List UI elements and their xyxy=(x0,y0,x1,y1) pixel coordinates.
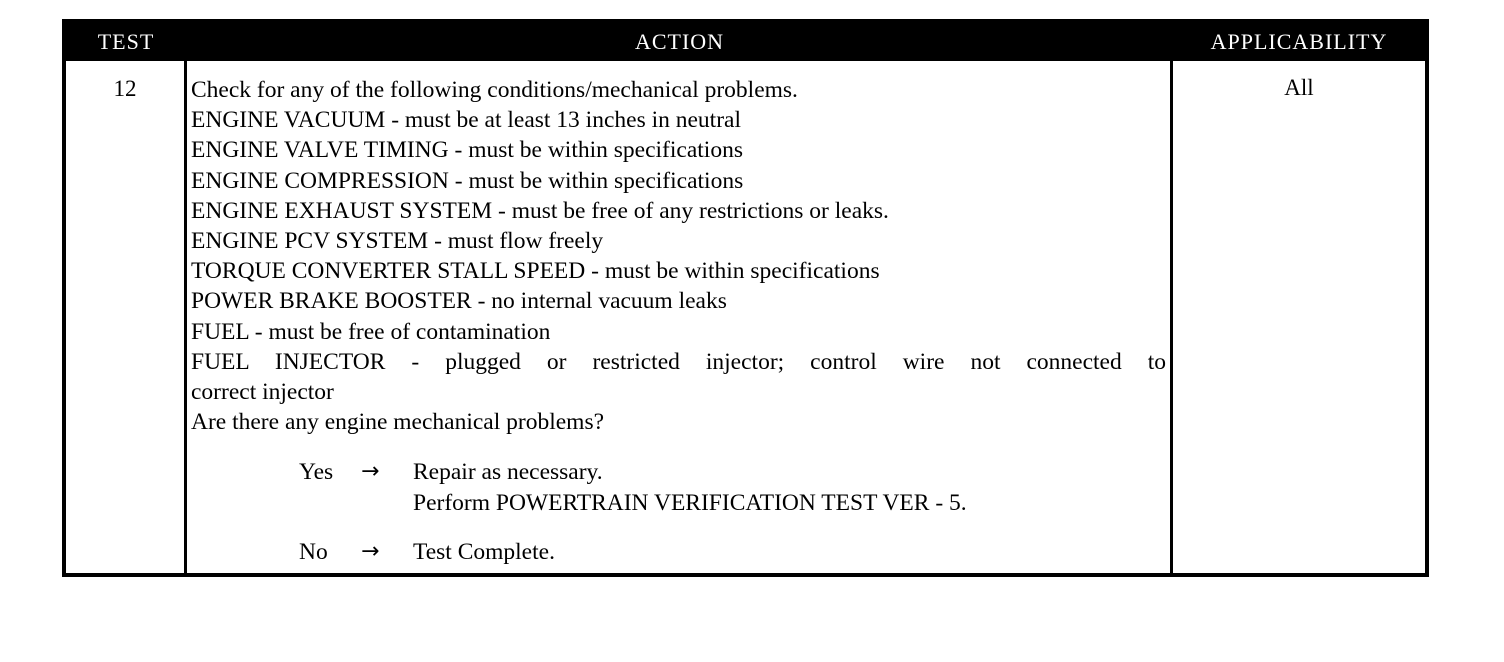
column-divider xyxy=(1170,61,1173,573)
action-line: ENGINE COMPRESSION - must be within specifications xyxy=(191,167,744,194)
action-line: FUEL - must be free of contamination xyxy=(191,318,551,345)
result-label-no: No xyxy=(299,539,328,566)
action-line: Check for any of the following conditions/mechanical problems. xyxy=(191,77,798,103)
result-line: Perform POWERTRAIN VERIFICATION TEST VER - 5. xyxy=(413,489,967,516)
column-divider xyxy=(184,61,187,573)
result-line: Repair as necessary. xyxy=(413,459,603,486)
action-line: ENGINE VALVE TIMING - must be within specifications xyxy=(191,137,743,164)
table-header-row xyxy=(66,23,1425,61)
action-line: ENGINE PCV SYSTEM - must flow freely xyxy=(191,228,604,255)
action-line: correct injector xyxy=(191,379,334,406)
header-action: ACTION xyxy=(634,29,725,54)
result-text-yes xyxy=(413,457,967,517)
right-arrow-icon: → xyxy=(361,539,380,565)
diagnostic-test-table xyxy=(62,19,1429,577)
action-line: FUEL INJECTOR - plugged or restricted injector; control wire not connected to xyxy=(191,348,1166,375)
result-yes xyxy=(191,457,1166,517)
action-line: TORQUE CONVERTER STALL SPEED - must be within specifications xyxy=(191,258,880,285)
result-no xyxy=(191,537,1166,567)
action-question: Are there any engine mechanical problems? xyxy=(191,409,605,436)
applicability-value: All xyxy=(1284,75,1314,100)
header-applicability: APPLICABILITY xyxy=(1210,29,1388,54)
action-line: POWER BRAKE BOOSTER - no internal vacuum leaks xyxy=(191,288,727,315)
action-cell xyxy=(191,75,1166,567)
action-line: ENGINE EXHAUST SYSTEM - must be free of any restrictions or leaks. xyxy=(191,197,889,224)
header-test: TEST xyxy=(97,29,155,54)
result-text-no xyxy=(413,537,555,567)
test-number: 12 xyxy=(113,76,137,101)
right-arrow-icon: → xyxy=(361,459,380,485)
result-line: Test Complete. xyxy=(413,539,555,566)
action-line: ENGINE VACUUM - must be at least 13 inches in neutral xyxy=(191,107,741,134)
result-label-yes: Yes xyxy=(299,459,334,486)
